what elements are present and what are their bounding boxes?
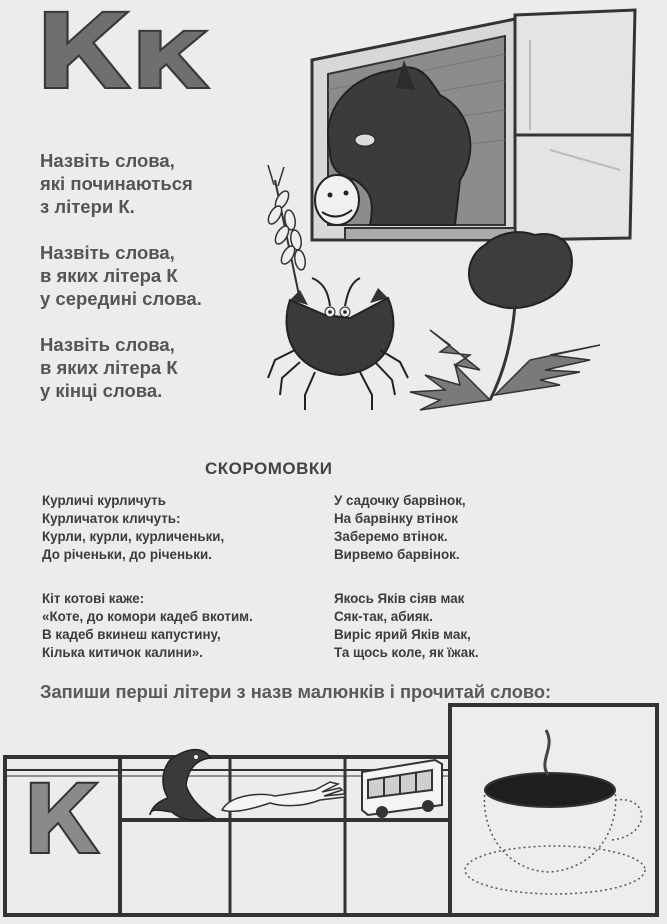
horse-in-window-illustration [312,10,635,240]
twister-line: Курли, курли, курличеньки, [42,529,225,544]
crab-illustration [268,278,408,410]
dolphin-illustration [150,750,215,820]
twister-line: Сяк-так, абияк. [334,609,433,624]
twister-line: До річеньки, до річеньки. [42,547,212,562]
tongue-twister-right-2 [334,590,479,662]
tongue-twister-left-2 [42,590,253,662]
question-line: з літери К. [40,196,135,217]
question-line: Назвіть слова, [40,334,175,355]
twister-line: Та щось коле, як їжак. [334,645,479,660]
wheat-ear-illustration [266,165,307,300]
twister-line: В кадеб вкинеш капустину, [42,627,221,642]
twister-line: Курличаток кличуть: [42,511,181,526]
twister-line: На барвінку втінок [334,511,458,526]
twister-line: Виріс ярий Яків мак, [334,627,471,642]
task-instruction: Запиши перші літери з назв малюнків і прочитай слово: [40,681,552,702]
question-line: у кінці слова. [40,380,163,401]
twister-line: У садочку барвінок, [334,493,466,508]
title-uppercase-letter: К [34,0,130,113]
bus-illustration [362,760,442,817]
twister-line: Якось Яків сіяв мак [334,591,465,606]
question-line: Назвіть слова, [40,242,175,263]
tongue-twisters-heading: СКОРОМОВКИ [205,459,333,478]
tongue-twister-right-1 [334,492,466,564]
question-line: у середині слова. [40,288,202,309]
question-line: які починаються [40,173,193,194]
poppy-illustration [410,232,600,410]
fork-illustration [222,782,345,811]
twister-line: Кіт котові каже: [42,591,145,606]
twister-line: Вирвемо барвінок. [334,547,460,562]
twister-line: «Коте, до комори кадеб вкотим. [42,609,253,624]
twister-line: Курличі курличуть [42,493,166,508]
twister-line: Заберемо втінок. [334,529,448,544]
question-line: в яких літера К [40,265,178,286]
tongue-twister-left-1 [42,492,224,564]
first-letter-example: К [22,764,101,876]
question-line: в яких літера К [40,357,178,378]
title-lowercase-letter: к [129,0,209,113]
answer-grid [5,705,657,915]
question-line: Назвіть слова, [40,150,175,171]
twister-line: Кілька китичок калини». [42,645,203,660]
